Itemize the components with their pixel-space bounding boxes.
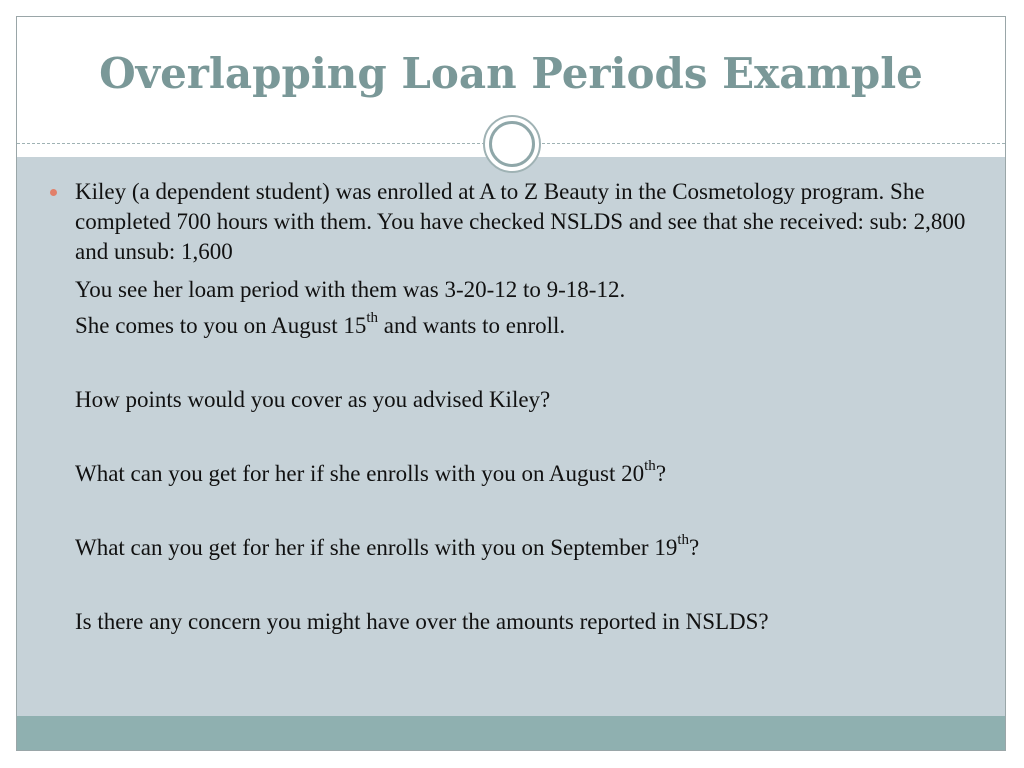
question-september: What can you get for her if she enrolls with you on September 19th?: [75, 532, 700, 560]
slide-title: Overlapping Loan Periods Example: [99, 49, 923, 98]
bullet-paragraph: [75, 177, 975, 267]
loan-period-text: You see her loam period with them was 3-20-12 to 9-18-12.: [75, 277, 626, 302]
slide: [16, 16, 1006, 751]
question-concern: Is there any concern you might have over the amounts reported in NSLDS?: [75, 609, 769, 634]
slide-body: [75, 177, 975, 637]
decorative-ring-icon: [489, 121, 535, 167]
question-august: What can you get for her if she enrolls with you on August 20th?: [75, 458, 667, 486]
question-points: How points would you cover as you advised Kiley?: [75, 387, 551, 412]
footer-band: [17, 716, 1005, 751]
bullet-dot-icon: [50, 189, 57, 196]
comes-to-you-text: She comes to you on August 15th and wants to enroll.: [75, 310, 566, 338]
bullet-intro-text: Kiley (a dependent student) was enrolled at A to Z Beauty in the Cosmetology program. She completed 700 hours with them. You have checked NSLDS and see that she received: sub: 2,800 and unsub: 1,600: [75, 179, 966, 264]
